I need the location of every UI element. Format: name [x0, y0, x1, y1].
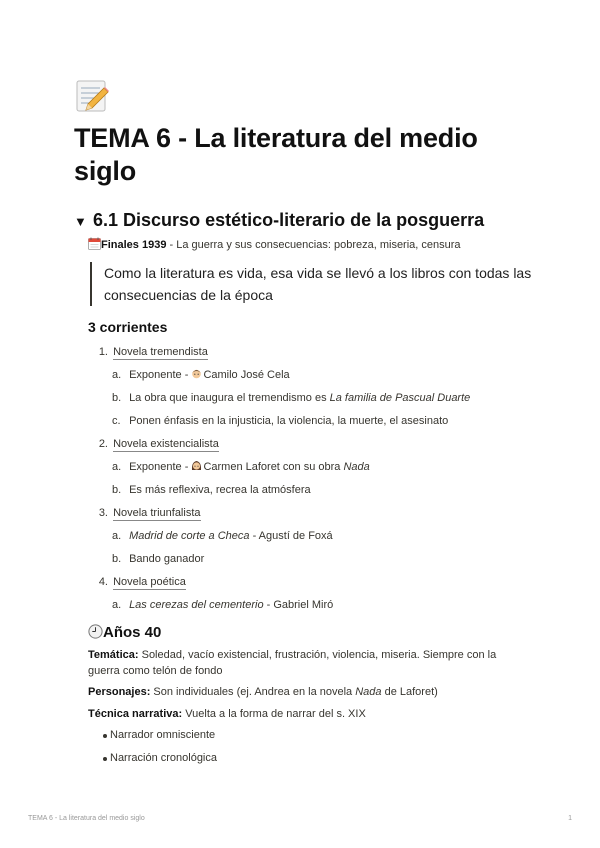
current-label: Novela triunfalista [113, 507, 201, 519]
personajes-paragraph: Personajes: Son individuales (ej. Andrea en la novela Nada de Laforet) [88, 686, 438, 698]
list-item: Narrador omnisciente [88, 726, 528, 749]
woman-face-icon [191, 460, 202, 471]
current-label: Novela existencialista [113, 438, 219, 450]
list-item: 1. Novela tremendista [98, 346, 208, 358]
man-face-icon [191, 368, 202, 379]
date-line [88, 237, 528, 253]
list-item: 3. Novela triunfalista [98, 507, 201, 519]
years-heading: Años 40 [88, 624, 161, 641]
memo-pencil-icon [74, 78, 110, 114]
page-number: 1 [568, 815, 572, 822]
list-item: a. Exponente - Carmen Laforet con su obra Nada [112, 461, 370, 473]
clock-icon [88, 624, 103, 639]
list-item: Narración cronológica [88, 749, 528, 772]
list-item: a. Madrid de corte a Checa - Agustí de Foxá [112, 530, 333, 542]
blockquote: Como la literatura es vida, esa vida se llevó a los libros con todas las consecuencias de la época [90, 262, 544, 306]
list-item: 2. Novela existencialista [98, 438, 219, 450]
date-label: Finales 1939 [101, 239, 167, 251]
list-item: 4. Novela poética [98, 576, 186, 588]
toggle-arrow-icon[interactable]: ▼ [74, 214, 87, 229]
list-item: c. Ponen énfasis en la injusticia, la violencia, la muerte, el asesinato [112, 415, 449, 427]
footer-title: TEMA 6 - La literatura del medio siglo [28, 815, 145, 822]
page-title: TEMA 6 - La literatura del medio siglo [74, 123, 478, 186]
list-item: a. Exponente - Camilo José Cela [112, 369, 290, 381]
list-item: b. Es más reflexiva, recrea la atmósfera [112, 484, 311, 496]
currents-heading: 3 corrientes [88, 319, 168, 335]
toggle-heading[interactable] [74, 208, 544, 234]
list-item: b. Bando ganador [112, 553, 205, 565]
list-item: a. Las cerezas del cementerio - Gabriel Miró [112, 599, 334, 611]
list-item: b. La obra que inaugura el tremendismo es La familia de Pascual Duarte [112, 392, 471, 404]
section-heading: 6.1 Discurso estético-literario de la posguerra [93, 210, 485, 230]
current-label: Novela tremendista [113, 346, 208, 358]
date-text: - La guerra y sus consecuencias: pobreza, miseria, censura [166, 239, 461, 251]
tematica-paragraph: Temática: Soledad, vacío existencial, frustración, violencia, miseria. Siempre con la guerra como telón de fondo [88, 649, 497, 677]
calendar-icon [88, 237, 101, 250]
currents-list [88, 343, 528, 619]
technique-bullets [88, 726, 528, 772]
current-label: Novela poética [113, 576, 186, 588]
tecnica-paragraph: Técnica narrativa: Vuelta a la forma de narrar del s. XIX [88, 708, 366, 720]
